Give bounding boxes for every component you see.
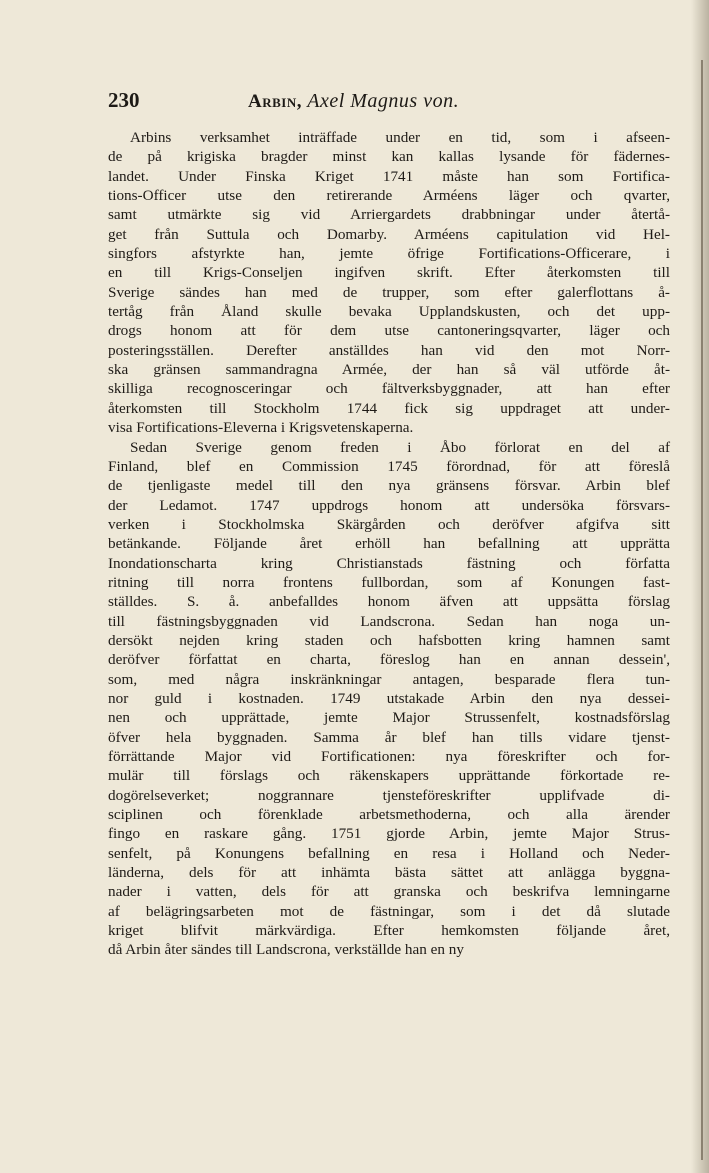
text-line: af belägringsarbeten mot de fästningar, som i det då slutade (108, 902, 670, 920)
text-line: de på krigiska bragder minst kan kallas lysande för fädernes- (108, 148, 670, 166)
text-line: mulär till förslags och räkenskapers upprättande förkortade re- (108, 767, 670, 785)
text-line: tertåg från Åland skulle bevaka Upplandskusten, och det upp- (108, 303, 670, 321)
text-line: Sedan Sverige genom freden i Åbo förlorat en del af (130, 438, 670, 456)
text-line: betänkande. Följande året erhöll han befallning att upprätta (108, 535, 670, 553)
page-header (108, 88, 668, 118)
text-line: landet. Under Finska Kriget 1741 måste han som Fortifica- (108, 167, 670, 185)
text-line: samt utmärkte sig vid Arriergardets drabbningar under återtå- (108, 206, 670, 224)
text-line: der Ledamot. 1747 uppdrogs honom att undersöka försvars- (108, 496, 670, 514)
body-text (108, 128, 670, 960)
text-line: nen och upprättade, jemte Major Strussenfelt, kostnadsförslag (108, 709, 670, 727)
text-line: drogs honom att för dem utse cantoneringsqvarter, läger och (108, 322, 670, 340)
text-line: då Arbin åter sändes till Landscrona, verkställde han en ny (108, 941, 464, 959)
text-line: visa Fortifications-Eleverna i Krigsvetenskaperna. (108, 419, 414, 437)
text-line: tions-Officer utse den retirerande Arméens läger och qvarter, (108, 187, 670, 205)
text-line: Sverige sändes han med de trupper, som efter galerflottans å- (108, 283, 670, 301)
text-line: deröfver författat en charta, föreslog han en annan dessein', (108, 651, 670, 669)
text-line: sciplinen och förenklade arbetsmethoderna, och alla ärender (108, 806, 670, 824)
text-line: skilliga recognosceringar och fältverksbyggnader, att han efter (108, 380, 670, 398)
text-line: senfelt, på Konungens befallning en resa i Holland och Neder- (108, 844, 670, 862)
text-line: ställdes. S. å. anbefalldes honom äfven att uppsätta förslag (108, 593, 670, 611)
text-line: get från Suttula och Domarby. Arméens capitulation vid Hel- (108, 225, 670, 243)
text-line: verken i Stockholmska Skärgården och deröfver afgifva sitt (108, 515, 670, 533)
text-line: de tjenligaste medel till den nya gränsens försvar. Arbin blef (108, 477, 670, 495)
running-head (248, 90, 459, 113)
page-number: 230 (108, 88, 140, 112)
text-line: fingo en raskare gång. 1751 gjorde Arbin, jemte Major Strus- (108, 825, 670, 843)
text-line: dogörelseverket; noggrannare tjensteföreskrifter upplifvade di- (108, 786, 670, 804)
text-line: kriget blifvit märkvärdiga. Efter hemkomsten följande året, (108, 922, 670, 940)
text-line: förrättande Major vid Fortificationen: nya föreskrifter och for- (108, 748, 670, 765)
page-edge-shadow (691, 0, 709, 1173)
text-line: nor guld i kostnaden. 1749 utstakade Arbin den nya dessei- (108, 689, 670, 707)
text-line: dersökt nejden kring staden och hafsbotten kring hamnen samt (108, 631, 670, 649)
page-edge-line (701, 60, 703, 1160)
text-line: Finland, blef en Commission 1745 förordnad, för att föreslå (108, 457, 670, 475)
text-line: ska gränsen sammandragna Armée, der han så väl utförde åt- (108, 361, 670, 379)
text-line: ritning till norra frontens fullbordan, som af Konungen fast- (108, 573, 670, 591)
text-line: Inondationscharta kring Christianstads fästning och författa (108, 554, 670, 572)
text-line: singfors afstyrkte han, jemte öfrige Fortifications-Officerare, i (108, 245, 670, 263)
text-line: posteringsställen. Derefter anställdes han vid den mot Norr- (108, 341, 670, 359)
paragraph (108, 128, 670, 438)
text-line: återkomsten till Stockholm 1744 fick sig uppdraget att under- (108, 399, 670, 417)
text-line: som, med några inskränkningar antagen, besparade flera tun- (108, 670, 670, 688)
text-line: till fästningsbyggnaden vid Landscrona. Sedan han noga un- (108, 612, 670, 630)
running-head-surname: Arbin, (248, 91, 302, 112)
text-line: en till Krigs-Conseljen ingifven skrift. Efter återkomsten till (108, 264, 670, 282)
text-line: nader i vatten, dels för att granska och beskrifva lemningarne (108, 883, 670, 901)
text-line: länderna, dels för att inhämta bästa sättet att anlägga byggna- (108, 864, 670, 882)
running-head-given-names: Axel Magnus von. (307, 90, 460, 112)
text-line: Arbins verksamhet inträffade under en tid, som i afseen- (130, 129, 670, 146)
paragraph (108, 438, 670, 960)
text-line: öfver hela byggnaden. Samma år blef han tills vidare tjenst- (108, 728, 670, 746)
